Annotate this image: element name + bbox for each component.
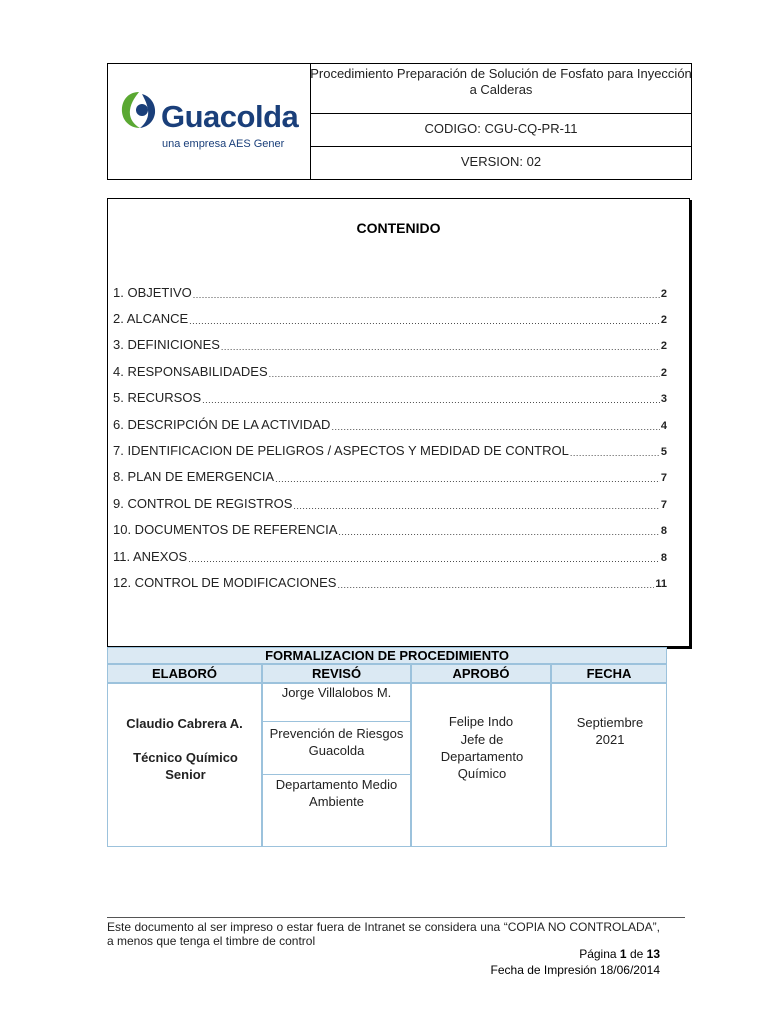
approved-name: Felipe Indo [448,714,514,729]
reviewed-cell [262,683,411,847]
toc-item-page: 2 [660,288,667,300]
toc-leader [269,369,660,379]
brand-tagline: una empresa AES Gener [162,138,285,150]
toc-item[interactable] [113,414,667,432]
toc-item-label: 9. CONTROL DE REGISTROS [113,496,293,511]
page-number [400,947,660,961]
page-current: 1 [619,947,627,961]
header-date: FECHA [551,664,667,683]
page-prefix: Página [579,947,617,961]
toc-item-page: 2 [660,340,667,352]
page-total: 13 [646,947,660,961]
guacolda-logo-icon [118,88,160,132]
document-header [107,63,692,180]
prepared-cell [107,683,262,847]
formalization-title: FORMALIZACION DE PROCEDIMIENTO [107,647,667,664]
toc-item-label: 11. ANEXOS [113,549,188,564]
header-prepared: ELABORÓ [107,664,262,683]
prepared-name: Claudio Cabrera A. [126,716,243,731]
footer-divider [107,917,685,918]
toc-item-page: 7 [660,472,667,484]
toc-leader [337,580,654,590]
table-of-contents [107,198,690,647]
print-date: Fecha de Impresión 18/06/2014 [490,963,660,977]
formalization-table [107,647,667,847]
approval-date: Septiembre 2021 [576,715,644,747]
logo-cell [108,64,311,179]
toc-leader [570,448,660,458]
toc-item[interactable] [113,546,667,564]
reviewer-1: Jorge Villalobos M. [263,684,410,722]
approved-role: Jefe de Departamento Químico [440,732,524,781]
toc-item-label: 3. DEFINICIONES [113,337,220,352]
toc-item-page: 8 [660,525,667,537]
document-code: CODIGO: CGU-CQ-PR-11 [310,114,692,147]
toc-item-page: 2 [660,314,667,326]
document-title: Procedimiento Preparación de Solución de Fosfato para Inyección a Calderas [310,64,692,114]
toc-leader [193,290,660,300]
document-version: VERSION: 02 [460,154,542,169]
toc-item-label: 12. CONTROL DE MODIFICACIONES [113,575,337,590]
toc-item[interactable] [113,334,667,352]
toc-item-label: 8. PLAN DE EMERGENCIA [113,469,275,484]
toc-item-label: 4. RESPONSABILIDADES [113,364,268,379]
toc-item-label: 2. ALCANCE [113,311,189,326]
toc-item[interactable] [113,387,667,405]
toc-item[interactable] [113,493,667,511]
toc-item[interactable] [113,282,667,300]
toc-item-page: 8 [660,552,667,564]
reviewer-2: Prevención de Riesgos Guacolda [263,722,410,775]
page-separator: de [629,947,644,961]
header-approved: APROBÓ [411,664,551,683]
toc-item-page: 5 [660,446,667,458]
toc-item[interactable] [113,308,667,326]
toc-leader [221,342,660,352]
toc-item-page: 7 [660,499,667,511]
header-reviewed: REVISÓ [262,664,411,683]
toc-leader [189,316,660,326]
toc-item-page: 2 [660,367,667,379]
toc-item-label: 10. DOCUMENTOS DE REFERENCIA [113,522,338,537]
brand-name: Guacolda [161,99,299,134]
contents-title: CONTENIDO [356,220,441,236]
toc-leader [293,501,659,511]
footer-note: Este documento al ser impreso o estar fuera de Intranet se considera una “COPIA NO CONTROLADA”, a menos que tenga el timbre de control [107,920,660,948]
toc-leader [275,474,660,484]
reviewer-3: Departamento Medio Ambiente [275,777,398,809]
toc-item-page: 11 [655,578,667,590]
toc-leader [188,554,660,564]
date-cell [551,683,667,847]
toc-item-label: 7. IDENTIFICACION DE PELIGROS / ASPECTOS Y MEDIDAD DE CONTROL [113,443,569,458]
toc-item-page: 4 [660,420,667,432]
toc-leader [338,527,659,537]
toc-item[interactable] [113,361,667,379]
toc-item-label: 5. RECURSOS [113,390,202,405]
toc-item-label: 1. OBJETIVO [113,285,192,300]
toc-leader [202,395,660,405]
toc-item-label: 6. DESCRIPCIÓN DE LA ACTIVIDAD [113,417,331,432]
toc-item[interactable] [113,466,667,484]
approved-cell [411,683,551,847]
toc-item[interactable] [113,572,667,590]
toc-leader [331,422,659,432]
toc-item[interactable] [113,519,667,537]
toc-item[interactable] [113,440,667,458]
toc-item-page: 3 [660,393,667,405]
prepared-role: Técnico Químico Senior [133,750,238,782]
